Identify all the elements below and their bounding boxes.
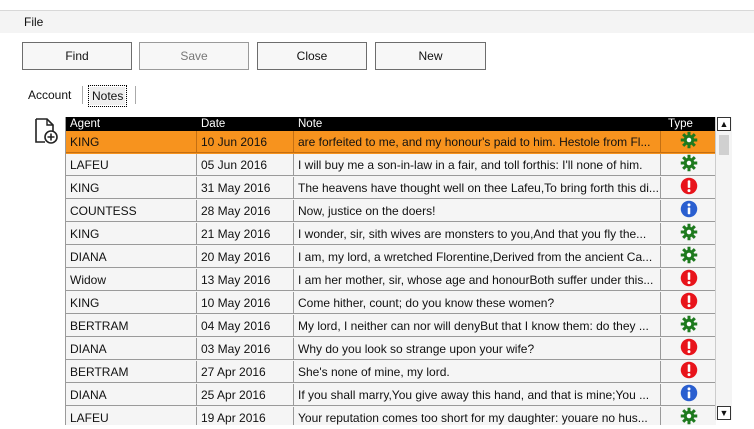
notes-grid [65, 117, 716, 425]
gear-icon [680, 246, 698, 267]
alert-icon [680, 177, 698, 198]
cell-note: I am her mother, sir, whose age and honourBoth suffer under this... [294, 269, 661, 291]
cell-date: 03 May 2016 [197, 338, 294, 360]
tab-divider [135, 86, 136, 104]
cell-note: Why do you look so strange upon your wife? [294, 338, 661, 360]
vertical-scrollbar[interactable] [715, 117, 732, 420]
cell-type [661, 338, 716, 360]
cell-type [661, 154, 716, 176]
gear-icon [680, 315, 698, 336]
alert-icon [680, 292, 698, 313]
cell-agent: KING [66, 223, 197, 245]
cell-date: 19 Apr 2016 [197, 407, 294, 425]
table-row[interactable] [66, 269, 716, 292]
menu-file[interactable]: File [24, 15, 44, 29]
menu-bar [0, 10, 754, 33]
cell-type [661, 315, 716, 337]
gear-icon [680, 154, 698, 175]
cell-note: My lord, I neither can nor will denyBut that I know them: do they ... [294, 315, 661, 337]
cell-type [661, 200, 716, 222]
tab-notes[interactable]: Notes [88, 85, 127, 107]
scroll-up-icon[interactable]: ▲ [717, 117, 731, 131]
cell-type [661, 223, 716, 245]
table-row[interactable] [66, 315, 716, 338]
header-type[interactable]: Type [668, 118, 693, 130]
cell-date: 05 Jun 2016 [197, 154, 294, 176]
cell-note: The heavens have thought well on thee Lafeu,To bring forth this di... [294, 177, 661, 199]
table-row[interactable] [66, 200, 716, 223]
header-date[interactable]: Date [201, 118, 226, 130]
cell-date: 10 May 2016 [197, 292, 294, 314]
gear-icon [680, 131, 698, 152]
cell-agent: COUNTESS [66, 200, 197, 222]
cell-note: She's none of mine, my lord. [294, 361, 661, 383]
cell-agent: BERTRAM [66, 361, 197, 383]
cell-type [661, 131, 716, 153]
alert-icon [680, 338, 698, 359]
table-row[interactable] [66, 246, 716, 269]
cell-type [661, 246, 716, 268]
cell-date: 13 May 2016 [197, 269, 294, 291]
cell-agent: BERTRAM [66, 315, 197, 337]
cell-type [661, 384, 716, 406]
cell-type [661, 269, 716, 291]
cell-agent: LAFEU [66, 154, 197, 176]
table-row[interactable] [66, 177, 716, 200]
cell-date: 10 Jun 2016 [197, 131, 294, 153]
table-row[interactable] [66, 407, 716, 425]
alert-icon [680, 361, 698, 382]
grid-header [66, 117, 716, 131]
cell-date: 28 May 2016 [197, 200, 294, 222]
cell-date: 25 Apr 2016 [197, 384, 294, 406]
cell-agent: DIANA [66, 246, 197, 268]
tab-divider [82, 86, 83, 104]
cell-note: I wonder, sir, sith wives are monsters to you,And that you fly the... [294, 223, 661, 245]
cell-agent: KING [66, 131, 197, 153]
save-button[interactable]: Save [139, 42, 249, 70]
table-row[interactable] [66, 131, 716, 154]
info-icon [680, 384, 698, 405]
cell-type [661, 292, 716, 314]
cell-agent: KING [66, 292, 197, 314]
close-button[interactable]: Close [257, 42, 367, 70]
cell-agent: KING [66, 177, 197, 199]
cell-date: 04 May 2016 [197, 315, 294, 337]
cell-date: 20 May 2016 [197, 246, 294, 268]
cell-note: I am, my lord, a wretched Florentine,Derived from the ancient Ca... [294, 246, 661, 268]
table-row[interactable] [66, 384, 716, 407]
cell-note: are forfeited to me, and my honour's paid to him. Hestole from Fl... [294, 131, 661, 153]
cell-agent: DIANA [66, 338, 197, 360]
scroll-thumb[interactable] [719, 135, 729, 155]
cell-date: 27 Apr 2016 [197, 361, 294, 383]
gear-icon [680, 407, 698, 425]
cell-type [661, 177, 716, 199]
header-agent[interactable]: Agent [70, 118, 101, 130]
cell-agent: Widow [66, 269, 197, 291]
info-icon [680, 200, 698, 221]
cell-date: 21 May 2016 [197, 223, 294, 245]
cell-note: If you shall marry,You give away this hand, and that is mine;You ... [294, 384, 661, 406]
cell-note: I will buy me a son-in-law in a fair, and toll forthis: I'll none of him. [294, 154, 661, 176]
add-note-icon[interactable] [34, 118, 58, 144]
cell-agent: DIANA [66, 384, 197, 406]
table-row[interactable] [66, 292, 716, 315]
table-row[interactable] [66, 361, 716, 384]
cell-note: Your reputation comes too short for my daughter: youare no hus... [294, 407, 661, 425]
header-note[interactable]: Note [298, 118, 323, 130]
cell-date: 31 May 2016 [197, 177, 294, 199]
table-row[interactable] [66, 223, 716, 246]
find-button[interactable]: Find [22, 42, 132, 70]
gear-icon [680, 223, 698, 244]
new-button[interactable]: New [375, 42, 486, 70]
cell-note: Now, justice on the doers! [294, 200, 661, 222]
tab-account[interactable]: Account [28, 88, 72, 102]
cell-type [661, 407, 716, 425]
scroll-down-icon[interactable]: ▼ [717, 406, 731, 420]
alert-icon [680, 269, 698, 290]
cell-agent: LAFEU [66, 407, 197, 425]
table-row[interactable] [66, 338, 716, 361]
cell-note: Come hither, count; do you know these women? [294, 292, 661, 314]
cell-type [661, 361, 716, 383]
table-row[interactable] [66, 154, 716, 177]
